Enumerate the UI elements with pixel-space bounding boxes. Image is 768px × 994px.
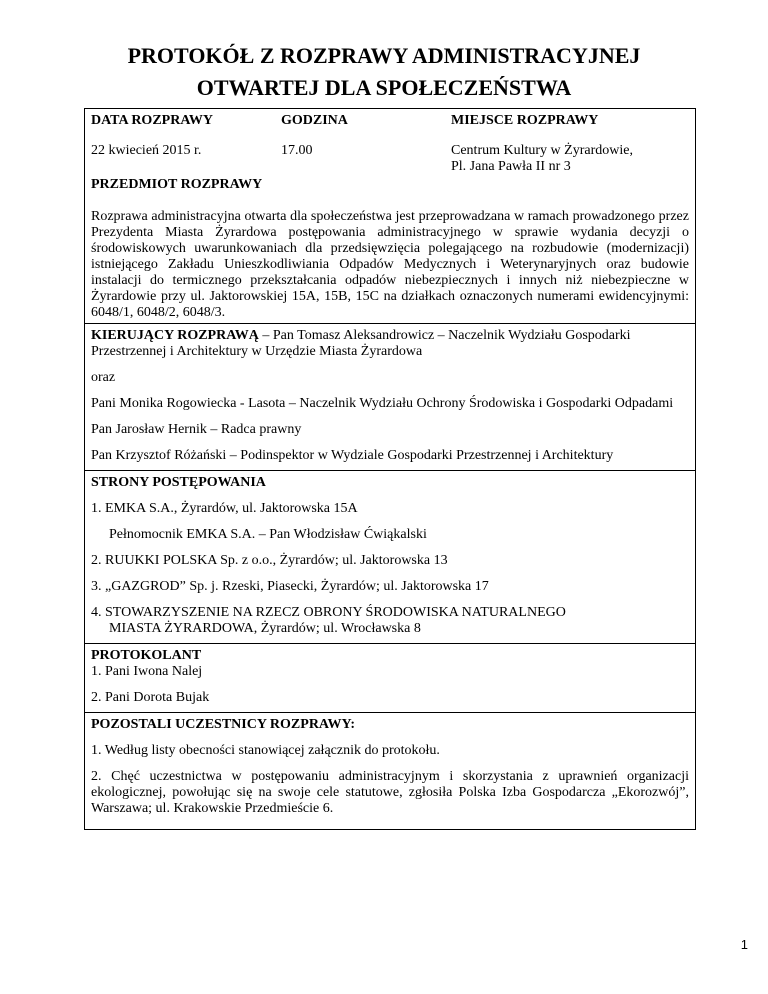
place-value (451, 143, 689, 175)
subject-label: PRZEDMIOT ROZPRAWY (91, 177, 263, 192)
parties-label: STRONY POSTĘPOWANIA (91, 475, 266, 490)
title-line-1: PROTOKÓŁ Z ROZPRAWY ADMINISTRACYJNEJ (127, 43, 641, 68)
chair-label: KIERUJĄCY ROZPRAWĄ (91, 328, 259, 343)
date-value: 22 kwiecień 2015 r. (91, 143, 202, 158)
clerk-1: 1. Pani Iwona Nalej (91, 664, 203, 679)
others-1: 1. Według listy obecności stanowiącej załącznik do protokołu. (91, 743, 440, 758)
parties-section (85, 471, 695, 644)
party-4-line-1: 4. STOWARZYSZENIE NA RZECZ OBRONY ŚRODOWISKA NATURALNEGO (91, 605, 566, 620)
clerk-2: 2. Pani Dorota Bujak (91, 690, 210, 705)
chair-lead-text: – Pan Tomasz Aleksandrowicz – Naczelnik Wydziału Gospodarki Przestrzennej i Architektury w Urzędzie Miasta Żyrardowa (91, 328, 631, 359)
header-labels-row (91, 113, 689, 129)
others-section (85, 713, 695, 829)
clerk-section (85, 644, 695, 713)
place-label: MIEJSCE ROZPRAWY (451, 113, 599, 128)
header-values-row (91, 143, 689, 175)
clerk-label: PROTOKOLANT (91, 648, 202, 663)
chair-person-1: Pani Monika Rogowiecka - Lasota – Naczelnik Wydziału Ochrony Środowiska i Gospodarki Odpadami (91, 396, 674, 411)
party-3: 3. „GAZGROD” Sp. j. Rzeski, Piasecki, Żyrardów; ul. Jaktorowska 17 (91, 579, 489, 594)
page-number: 1 (740, 937, 748, 952)
party-4-line-2: MIASTA ŻYRARDOWA, Żyrardów; ul. Wrocławska 8 (109, 621, 421, 636)
others-label: POZOSTALI UCZESTNICY ROZPRAWY: (91, 717, 355, 732)
subject-text: Rozprawa administracyjna otwarta dla społeczeństwa jest przeprowadzana w ramach prowadzonego przez Prezydenta Miasta Żyrardowa postępowania administracyjnego w sprawie wydania decyzji o środowiskowych uwarunkowaniach dla przedsięwzięcia polegającego na rozbudowie (modernizacji) istniejącego Zakładu Unieszkodliwiania Odpadów Medycznych i Weterynaryjnych oraz budowie instalacji do termicznego przekształcania odpadów niebezpiecznych i innych niż niebezpieczne w Żyrardowie przy ul. Jaktorowskiej 15A, 15B, 15C na działkach oznaczonych numerami ewidencyjnymi: 6048/1, 6048/2, 6048/3. (91, 209, 689, 320)
others-2: 2. Chęć uczestnictwa w postępowaniu administracyjnym i skorzystania z uprawnień organizacji ekologicznej, powołując się na swoje cele statutowe, zgłosiła Polska Izba Gospodarcza „Ekorozwój”, Warszawa; ul. Krakowskie Przedmieście 6. (91, 769, 689, 816)
header-section (85, 109, 695, 324)
party-2: 2. RUUKKI POLSKA Sp. z o.o., Żyrardów; ul. Jaktorowska 13 (91, 553, 448, 568)
title-line-2: OTWARTEJ DLA SPOŁECZEŃSTWA (196, 75, 572, 100)
chair-person-3: Pan Krzysztof Różański – Podinspektor w Wydziale Gospodarki Przestrzennej i Architektury (91, 448, 614, 463)
place-value-line-2: Pl. Jana Pawła II nr 3 (451, 159, 571, 174)
document-title (0, 40, 768, 104)
chair-section (85, 324, 695, 471)
chair-oraz: oraz (91, 370, 116, 385)
time-value: 17.00 (281, 143, 313, 158)
party-1: 1. EMKA S.A., Żyrardów, ul. Jaktorowska 15A (91, 501, 358, 516)
time-label: GODZINA (281, 113, 348, 128)
chair-person-2: Pan Jarosław Hernik – Radca prawny (91, 422, 302, 437)
date-label: DATA ROZPRAWY (91, 113, 213, 128)
chair-lead (91, 328, 689, 360)
place-value-line-1: Centrum Kultury w Żyrardowie, (451, 143, 633, 158)
party-1-proxy: Pełnomocnik EMKA S.A. – Pan Włodzisław Ćwiąkalski (109, 527, 427, 542)
protocol-table (84, 108, 696, 830)
